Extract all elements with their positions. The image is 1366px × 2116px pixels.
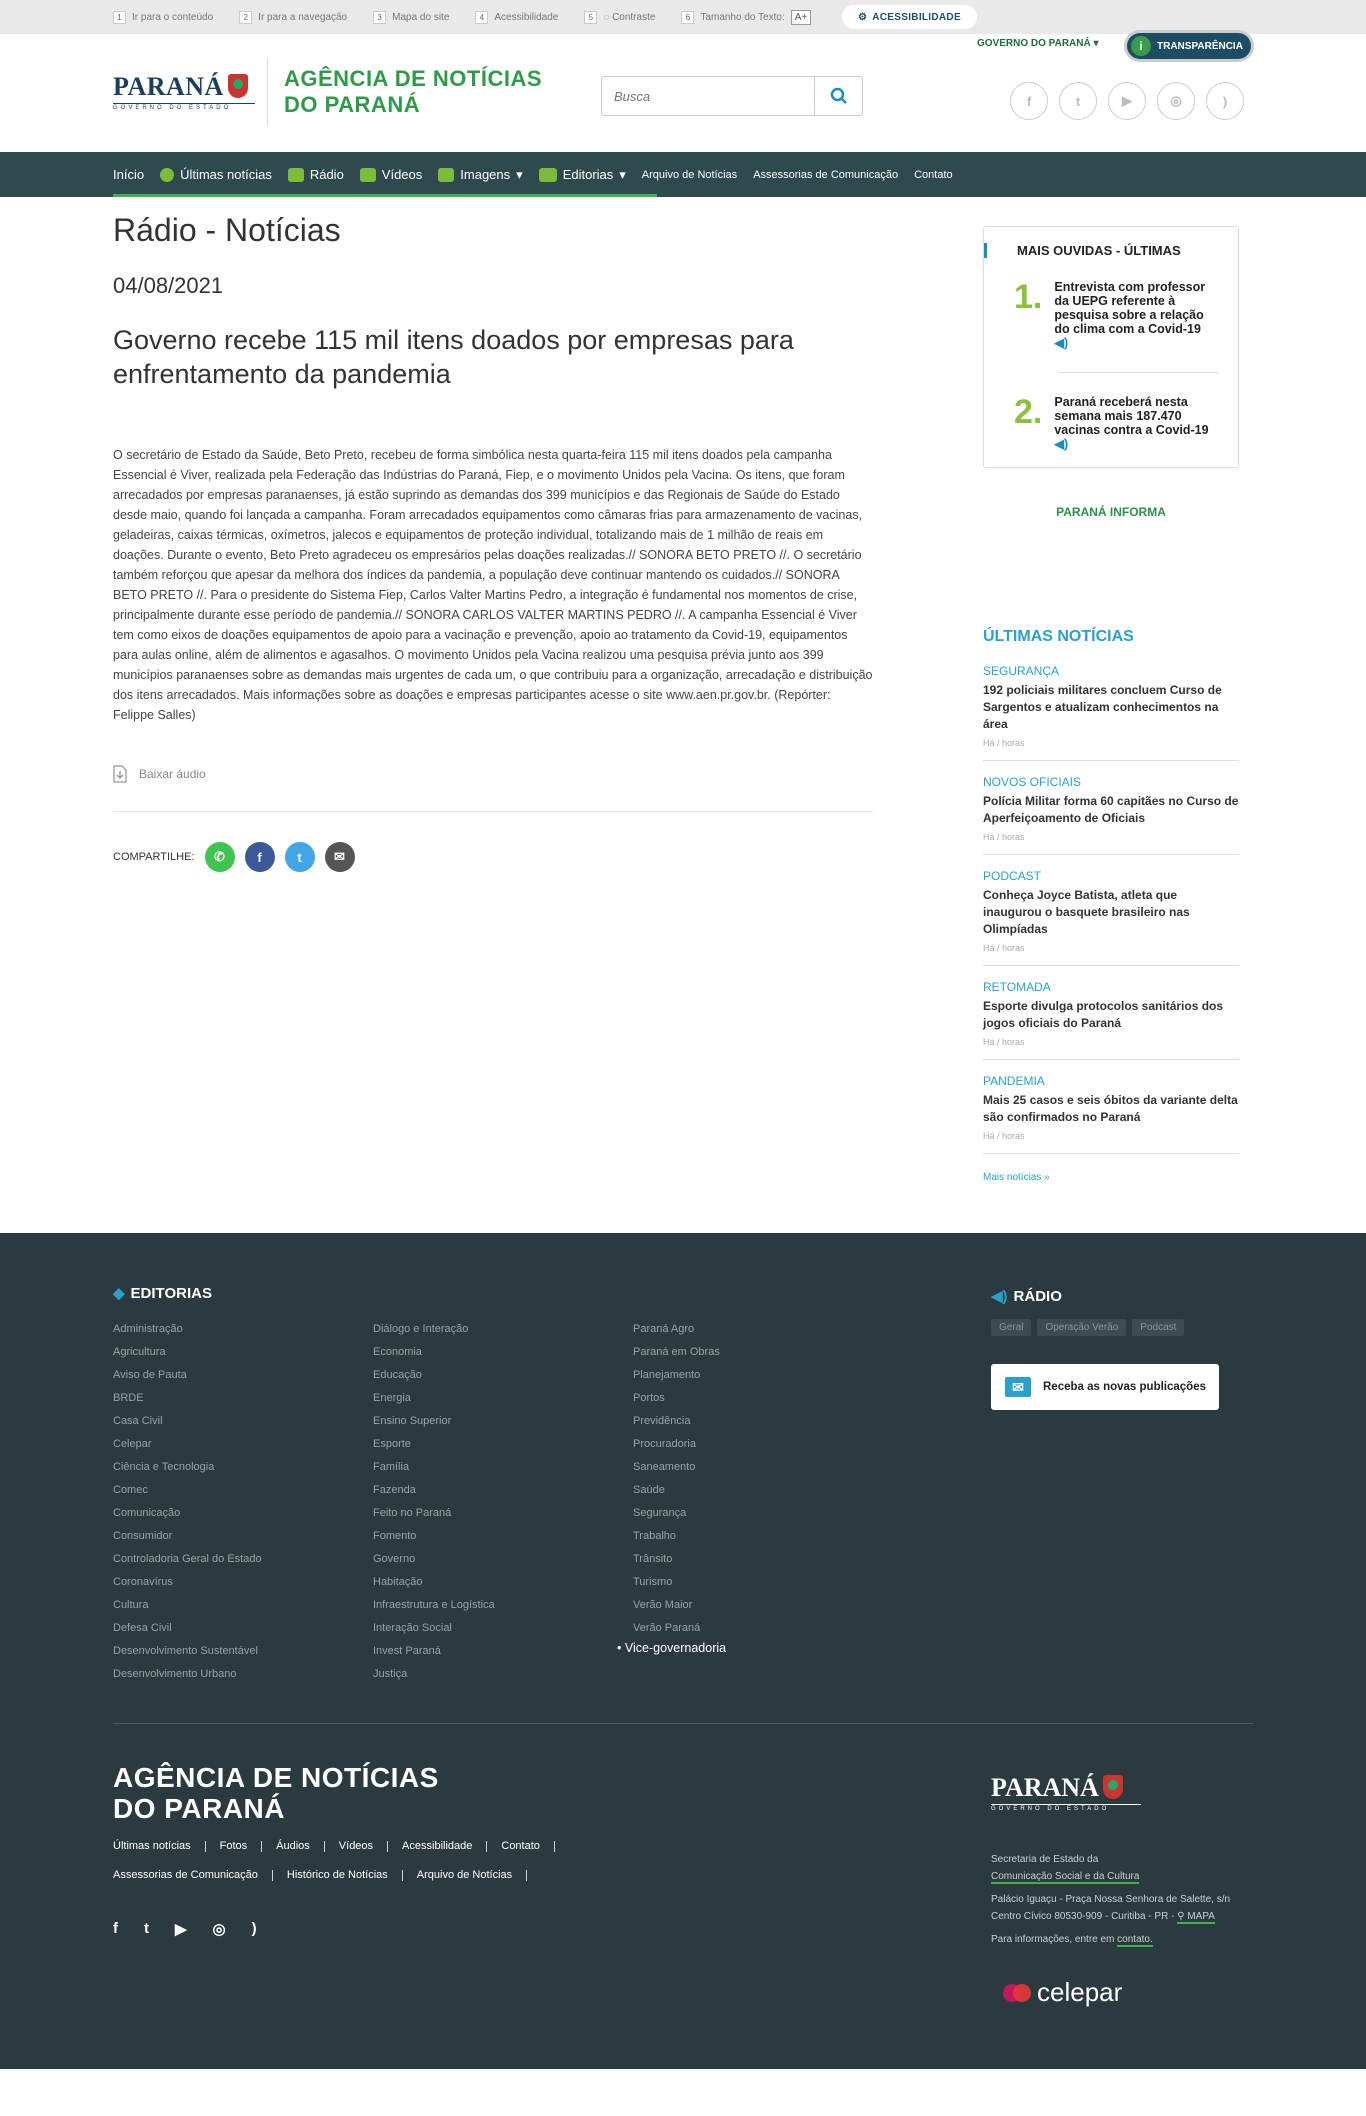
nav-radio[interactable] (288, 167, 344, 182)
logo-subtitle: GOVERNO DO ESTADO (991, 1804, 1141, 1812)
accessibility-link[interactable] (475, 11, 558, 24)
nav-inicio[interactable] (113, 167, 144, 182)
share-bar (113, 842, 873, 872)
news-item[interactable] (983, 966, 1239, 1060)
main-nav (0, 152, 1366, 197)
key-hint: 2 (239, 11, 252, 24)
key-hint: 6 (681, 11, 694, 24)
footer-link[interactable]: Áudios (276, 1841, 325, 1852)
editoria-link[interactable]: Turismo (633, 1576, 673, 1588)
key-hint: 5 (584, 11, 597, 24)
news-title: Conheça Joyce Batista, atleta que inaugurou o basquete brasileiro nas Olimpíadas (983, 888, 1190, 936)
search-icon (830, 87, 848, 105)
address-line: Para informações, entre em (991, 1934, 1115, 1945)
editoria-link[interactable]: Defesa Civil (113, 1622, 172, 1634)
coat-of-arms-icon (1103, 1775, 1123, 1799)
editoria-link[interactable]: Governo (373, 1553, 416, 1565)
celepar-word: celepar (1037, 1977, 1123, 2007)
news-time: Há / horas (983, 1037, 1025, 1047)
email-share-icon[interactable]: ✉ (325, 842, 355, 872)
parana-logo[interactable] (113, 72, 255, 118)
search-button[interactable] (814, 77, 862, 115)
address-line: Palácio Iguaçu - Praça Nossa Senhora de Salette, s/n (991, 1894, 1231, 1905)
image-icon (438, 168, 454, 182)
news-category: PODCAST (983, 869, 1042, 883)
agency-title[interactable] (284, 66, 542, 118)
editoria-link[interactable]: Ciência e Tecnologia (113, 1461, 215, 1473)
editoria-link[interactable]: Trânsito (633, 1553, 673, 1565)
key-hint: 4 (475, 11, 488, 24)
radio-heading (991, 1287, 1062, 1305)
nav-arquivo[interactable] (642, 169, 737, 181)
nav-label: Vídeos (381, 167, 423, 182)
subscribe-label: Receba as novas publicações (1043, 1381, 1206, 1393)
editoria-link[interactable]: Segurança (633, 1507, 687, 1519)
editoria-link[interactable]: Esporte (373, 1438, 411, 1450)
news-title: Polícia Militar forma 60 capitães no Curso de Aperfeiçoamento de Oficiais (983, 794, 1239, 825)
instagram-icon[interactable]: ◎ (1157, 82, 1195, 120)
news-item[interactable] (983, 646, 1239, 761)
video-icon (360, 168, 376, 182)
sitemap-link[interactable] (373, 11, 449, 24)
agency-title-line: AGÊNCIA DE NOTÍCIAS (284, 66, 543, 91)
news-category: NOVOS OFICIAIS (983, 775, 1082, 789)
key-hint: 1 (113, 11, 126, 24)
youtube-icon[interactable]: ▶ (1108, 82, 1146, 120)
editoria-link[interactable]: Feito no Paraná (373, 1507, 452, 1519)
link-label: Tamanho do Texto: (700, 11, 785, 23)
twitter-icon[interactable]: t (144, 1920, 149, 1937)
footer-link[interactable]: Últimas notícias (113, 1841, 206, 1852)
footer-links-row-2 (113, 1870, 541, 1881)
transparency-button[interactable] (1124, 30, 1254, 62)
editoria-link[interactable]: Habitação (373, 1576, 423, 1588)
editoria-link[interactable]: Economia (373, 1346, 422, 1358)
editoria-link[interactable]: Fazenda (373, 1484, 416, 1496)
editoria-link[interactable]: Consumidor (113, 1530, 173, 1542)
radio-tags (991, 1319, 1184, 1336)
whatsapp-icon[interactable]: ✆ (205, 842, 235, 872)
footer-links-row-1 (113, 1841, 569, 1852)
editoria-link[interactable]: Justiça (373, 1668, 408, 1680)
editoria-link[interactable]: Paraná Agro (633, 1323, 695, 1335)
news-time: Há / horas (983, 832, 1025, 842)
news-time: Há / horas (983, 943, 1025, 953)
nav-assessorias[interactable] (753, 169, 898, 181)
news-time: Há / horas (983, 1131, 1025, 1141)
editoria-link[interactable]: Desenvolvimento Urbano (113, 1668, 237, 1680)
share-label: COMPARTILHE: (113, 851, 195, 863)
footer-link[interactable]: Arquivo de Notícias (417, 1870, 527, 1881)
celepar-mark-icon (1003, 1984, 1031, 2002)
editoria-link[interactable]: Desenvolvimento Sustentável (113, 1645, 258, 1657)
page-title: Rádio - Notícias (113, 212, 341, 248)
caret-down-icon: ▾ (516, 166, 523, 182)
download-label: Baixar áudio (139, 767, 206, 781)
skip-content-link[interactable] (113, 11, 213, 24)
editoria-link[interactable]: Verão Paraná (633, 1622, 701, 1634)
editoria-link[interactable]: Agricultura (113, 1346, 166, 1358)
tag-icon (539, 168, 557, 182)
transparency-label: TRANSPARÊNCIA (1157, 40, 1243, 52)
most-heard-item[interactable] (1014, 280, 1218, 350)
more-news-link[interactable]: Mais notícias » (983, 1172, 1050, 1183)
article-body: O secretário de Estado da Saúde, Beto Preto, recebeu de forma simbólica nesta quarta-feira 115 mil itens doados pela campanha Essencial é Viver, realizada pela Federação das Indústrias do Paraná, Fiep, e o movimento Unidos pela Vacina. Os itens, que foram arrecadados por empresas paranaenses, já estão suprindo as demandas dos 399 municípios e das Regionais de Saúde do Estado desde maio, quando foi lançada a campanha. Foram arrecadados equipamentos como câmaras frias para armazenamento de vacinas, geladeiras, caixas térmicas, oxímetros, jalecos e equipamentos de proteção individual, totalizando mais de 1 milhão de reais em doações. Durante o evento, Beto Preto agradeceu os empresários pelas doações realizadas.// SONORA BETO PRETO //. O secretário também reforçou que apesar da melhora dos índices da pandemia, a população deve continuar mantendo os cuidados.// SONORA BETO PRETO //. Para o presidente do Sistema Fiep, Carlos Valter Martins Pedro, a integração é fundamental nos momentos de crise, principalmente durante esse período de pandemia.// SONORA CARLOS VALTER MARTINS PEDRO //. A campanha Essencial é Viver tem como eixos de doações equipamentos de apoio para a vacinação e prevenção, apoio ao tratamento da Covid-19, equipamentos para aulas online, além de alimentos e agasalhos. O movimento Unidos pela Vacina realizou uma pesquisa prévia junto aos 399 municípios paranaenses sobre as demandas mais urgentes de cada um, o que contribuiu para a organização, arrecadação e distribuição dos itens arrecadados. Mais informações sobre as doações e empresas participantes acesse o site www.aen.pr.gov.br. (Repórter: Felippe Salles) (113, 448, 873, 722)
map-link[interactable] (1177, 1911, 1215, 1924)
editoria-link[interactable]: Verão Maior (633, 1599, 693, 1611)
rss-icon[interactable]: ) (1206, 82, 1244, 120)
nav-label: Assessorias de Comunicação (753, 168, 899, 181)
editoria-link[interactable]: Administração (113, 1323, 183, 1335)
editoria-link[interactable]: Invest Paraná (373, 1645, 441, 1657)
article-date: 04/08/2021 (113, 273, 224, 298)
speaker-icon: ◀) (1054, 336, 1069, 350)
map-pin-icon: ⚲ (1177, 1911, 1185, 1922)
radio-tag[interactable]: Operação Verão (1037, 1319, 1126, 1336)
link-label: Ir para o conteúdo (132, 11, 214, 23)
editorias-title: EDITORIAS (130, 1284, 212, 1302)
clock-icon (160, 168, 174, 182)
editoria-link[interactable]: BRDE (113, 1392, 144, 1404)
footer-agency-title (113, 1762, 439, 1824)
rss-icon[interactable]: ) (251, 1920, 257, 1937)
download-audio-link[interactable] (113, 765, 873, 783)
radio-title: RÁDIO (1013, 1287, 1062, 1305)
link-label: Contraste (612, 11, 656, 23)
radio-tag[interactable]: Geral (991, 1319, 1031, 1336)
accessibility-bar (0, 0, 1366, 34)
editoria-link[interactable]: Previdência (633, 1415, 691, 1427)
facebook-icon[interactable]: f (1010, 82, 1048, 120)
editorias-col-3 (633, 1318, 720, 1640)
editoria-link[interactable]: Portos (633, 1392, 665, 1404)
caret-down-icon: ▾ (619, 166, 626, 182)
editoria-link[interactable]: Controladoria Geral do Estado (113, 1553, 262, 1565)
logo-divider (267, 58, 268, 126)
news-item[interactable] (983, 1060, 1239, 1154)
secom-link[interactable]: Comunicação Social e da Cultura (991, 1871, 1140, 1882)
news-title: Mais 25 casos e seis óbitos da variante delta são confirmados no Paraná (983, 1093, 1238, 1124)
link-label: Mapa do site (392, 11, 450, 23)
footer-link[interactable]: Assessorias de Comunicação (113, 1870, 273, 1881)
nav-contato[interactable] (914, 169, 953, 181)
speaker-icon (288, 168, 304, 182)
editoria-label: Vice-governadoria (624, 1641, 727, 1655)
editoria-link[interactable]: Energia (373, 1392, 411, 1404)
nav-label: Imagens (460, 167, 511, 182)
editoria-link[interactable]: Comunicação (113, 1507, 181, 1519)
info-icon: i (1131, 36, 1151, 56)
nav-label: Arquivo de Notícias (641, 168, 738, 181)
editoria-link[interactable]: Infraestrutura e Logística (373, 1599, 495, 1611)
facebook-icon[interactable]: f (113, 1920, 118, 1937)
editoria-link[interactable]: Saneamento (633, 1461, 696, 1473)
nav-videos[interactable] (360, 167, 422, 182)
address-line: Centro Cívico 80530-909 - Curitiba - PR - (991, 1911, 1175, 1922)
nav-editorias[interactable] (539, 167, 626, 183)
youtube-icon[interactable]: ▶ (175, 1921, 187, 1938)
nav-label: Rádio (309, 167, 344, 182)
agency-title-line: DO PARANÁ (113, 1793, 285, 1824)
nav-active-underline (113, 194, 657, 197)
link-label: Ir para a navegação (258, 11, 348, 23)
nav-imagens[interactable] (438, 167, 522, 183)
divider (113, 811, 873, 812)
most-heard-box (983, 226, 1239, 468)
skip-nav-link[interactable] (239, 11, 347, 24)
coat-of-arms-icon (228, 74, 248, 98)
nav-ultimas[interactable] (160, 167, 272, 182)
accessibility-label: ACESSIBILIDADE (872, 11, 961, 23)
radio-tag[interactable]: Podcast (1132, 1319, 1184, 1336)
key-hint: 3 (373, 11, 386, 24)
rank-number: 1. (1014, 278, 1043, 316)
accessibility-links (113, 0, 811, 34)
footer-link[interactable]: Vídeos (339, 1841, 388, 1852)
editoria-link-vice[interactable]: • Vice-governadoria (617, 1641, 727, 1655)
logo-word: PARANÁ (113, 72, 224, 101)
editoria-link[interactable]: Planejamento (633, 1369, 701, 1381)
envelope-icon: ✉ (1005, 1377, 1031, 1397)
editoria-link[interactable]: Aviso de Pauta (113, 1369, 187, 1381)
nav-label: Últimas notícias (180, 167, 272, 182)
text-size-control (681, 10, 811, 25)
tag-icon: ◆ (113, 1285, 125, 1302)
footer-parana-logo[interactable] (991, 1773, 1141, 1812)
twitter-icon[interactable]: t (1059, 82, 1097, 120)
nav-label: Editorias (562, 167, 614, 182)
editoria-link[interactable]: Procuradoria (633, 1438, 696, 1450)
footer-link[interactable]: Histórico de Notícias (287, 1870, 403, 1881)
news-item[interactable] (983, 761, 1239, 855)
editoria-link[interactable]: Fomento (373, 1530, 417, 1542)
editorias-col-1 (113, 1318, 262, 1686)
speaker-icon: ◀) (1054, 437, 1069, 451)
editoria-link[interactable]: Casa Civil (113, 1415, 163, 1427)
editoria-link[interactable]: Saúde (633, 1484, 665, 1496)
logo-word: PARANÁ (991, 1773, 1099, 1802)
article-headline: Governo recebe 115 mil itens doados por empresas para enfrentamento da pandemia (113, 325, 794, 389)
contrast-icon: ◌ (603, 11, 613, 23)
social-links (1010, 82, 1244, 120)
editorias-heading (113, 1284, 212, 1302)
footer-link[interactable]: Contato (501, 1841, 555, 1852)
footer-link[interactable]: Acessibilidade (402, 1841, 487, 1852)
most-heard-text: Paraná receberá nesta semana mais 187.470 vacinas contra a Covid-19 (1054, 395, 1209, 437)
nav-label: Contato (914, 168, 953, 181)
download-file-icon (113, 765, 127, 783)
nav-label: Início (113, 167, 145, 182)
governo-label: GOVERNO DO PARANÁ (977, 38, 1091, 49)
subscribe-button[interactable] (991, 1364, 1219, 1410)
divider (1059, 372, 1218, 373)
editoria-link[interactable]: Cultura (113, 1599, 149, 1611)
celepar-logo[interactable] (1003, 1977, 1122, 2008)
editoria-link[interactable]: Paraná em Obras (633, 1346, 720, 1358)
governo-dropdown[interactable] (977, 38, 1099, 49)
most-heard-title: MAIS OUVIDAS - ÚLTIMAS (984, 243, 1218, 258)
most-heard-item[interactable] (1014, 395, 1218, 451)
twitter-share-icon[interactable]: t (285, 842, 315, 872)
editoria-link[interactable]: Interação Social (373, 1622, 452, 1634)
instagram-icon[interactable]: ◎ (212, 1921, 226, 1938)
news-category: RETOMADA (983, 980, 1051, 994)
font-increase-button[interactable]: A+ (791, 10, 812, 25)
footer-address (991, 1851, 1251, 1948)
editoria-link[interactable]: Celepar (113, 1438, 152, 1450)
news-title: Esporte divulga protocolos sanitários dos jogos oficiais do Paraná (983, 999, 1224, 1030)
editoria-link[interactable]: Trabalho (633, 1530, 677, 1542)
footer-divider (113, 1723, 1253, 1724)
editorias-col-2 (373, 1318, 495, 1686)
editoria-link[interactable]: Educação (373, 1369, 422, 1381)
footer (0, 1233, 1366, 2069)
accessibility-icon: ⚙ (858, 11, 868, 23)
footer-socials (113, 1920, 257, 1938)
contrast-link[interactable] (584, 11, 655, 24)
contact-link[interactable]: contato. (1117, 1934, 1153, 1945)
article (113, 212, 873, 872)
rank-number: 2. (1014, 393, 1043, 431)
search-input[interactable] (602, 77, 814, 115)
editoria-link[interactable]: Ensino Superior (373, 1415, 452, 1427)
parana-informa-banner[interactable]: PARANÁ INFORMA (1056, 505, 1166, 519)
accessibility-button[interactable] (842, 5, 977, 29)
news-time: Há / horas (983, 738, 1025, 748)
news-category: PANDEMIA (983, 1074, 1045, 1088)
search-box (601, 76, 863, 116)
news-item[interactable] (983, 855, 1239, 966)
speaker-icon: ◀) (991, 1288, 1008, 1305)
agency-title-line: AGÊNCIA DE NOTÍCIAS (113, 1762, 439, 1793)
caret-down-icon: ▾ (1093, 38, 1099, 49)
editoria-link[interactable]: Coronavírus (113, 1576, 173, 1588)
address-line: Secretaria de Estado da (991, 1854, 1099, 1865)
footer-link[interactable]: Fotos (220, 1841, 263, 1852)
editoria-link[interactable]: Diálogo e Interação (373, 1323, 469, 1335)
editoria-link[interactable]: Comec (113, 1484, 148, 1496)
logo-subtitle: GOVERNO DO ESTADO (113, 103, 255, 111)
agency-title-line: DO PARANÁ (284, 92, 421, 117)
most-heard-text: Entrevista com professor da UEPG referente à pesquisa sobre a relação do clima com a Covid-19 (1054, 280, 1206, 336)
editoria-link[interactable]: Família (373, 1461, 410, 1473)
latest-news-title: ÚLTIMAS NOTÍCIAS (983, 628, 1134, 645)
link-label: Acessibilidade (494, 11, 559, 23)
news-title: 192 policiais militares concluem Curso de Sargentos e atualizam conhecimentos na área (983, 683, 1222, 731)
map-label: MAPA (1187, 1911, 1215, 1922)
facebook-share-icon[interactable]: f (245, 842, 275, 872)
news-category: SEGURANÇA (983, 664, 1060, 678)
latest-news (983, 628, 1239, 1183)
